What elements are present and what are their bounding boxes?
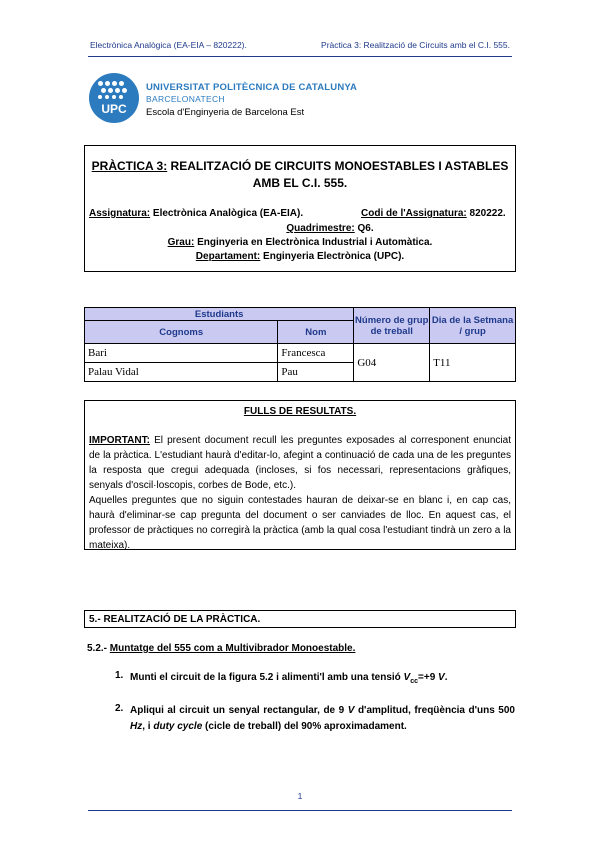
departament-value: Enginyeria Electrònica (UPC).	[260, 251, 405, 262]
results-text	[89, 433, 511, 553]
subsection-number: 5.2.-	[87, 643, 108, 654]
item-number: 1.	[115, 670, 124, 681]
important-label: IMPORTANT:	[89, 435, 150, 446]
results-box	[84, 400, 516, 550]
title-box	[84, 145, 516, 272]
header-right: Pràctica 3: Realització de Circuits amb el C.I. 555.	[321, 40, 510, 50]
grup-cell[interactable]: G04	[354, 344, 430, 382]
section-box	[84, 610, 516, 628]
item-text: Apliqui al circuit un senyal rectangular, de 9 V d'amplitud, freqüència d'uns 500 Hz, i duty cycle (cicle de treball) del 90% aproximadament.	[130, 705, 515, 732]
header-cognoms: Cognoms	[85, 321, 278, 344]
header-grup: Número de grup de treball	[354, 308, 430, 344]
item-text: Munti el circuit de la figura 5.2 i alimenti'l amb una tensió $V_{cc}=+9$ V.	[130, 672, 448, 685]
logo-dots	[98, 81, 130, 99]
quadrimestre-line	[85, 223, 515, 234]
table-row	[85, 344, 516, 363]
header-estudiants: Estudiants	[85, 308, 354, 321]
paragraph-1: El present document recull les preguntes exposades al corresponent enunciat de la pràctica. L'estudiant haurà d'editar-lo, afegint a continuació de cada una de les preguntes la resposta que cregui adequada (incloses, si fos necessari, representacions gràfiques, senyals d'oscil·loscopis, corbes de Bode, etc.).	[89, 435, 511, 491]
school-name: Escola d'Enginyeria de Barcelona Est	[146, 107, 305, 118]
nom-cell[interactable]: Francesca	[278, 344, 354, 363]
cognoms-cell[interactable]: Bari	[85, 344, 278, 363]
codi-value: 820222.	[466, 208, 506, 219]
title-label: PRÀCTICA 3:	[91, 159, 168, 173]
assignatura-value: Electrònica Analògica (EA-EIA).	[150, 208, 304, 219]
header-dia: Dia de la Setmana / grup	[430, 308, 516, 344]
departament-line	[85, 251, 515, 262]
title-text: REALITZACIÓ DE CIRCUITS MONOESTABLES I ASTABLES AMB EL C.I. 555.	[167, 159, 509, 190]
header-nom: Nom	[278, 321, 354, 344]
assignatura-label: Assignatura:	[89, 208, 151, 219]
footer-divider	[88, 810, 512, 811]
practice-title	[89, 158, 511, 192]
students-table	[84, 307, 516, 382]
item-number: 2.	[115, 703, 124, 714]
departament-label: Departament:	[195, 251, 261, 262]
codi-line	[361, 208, 506, 219]
subsection-heading	[87, 643, 355, 654]
quadrimestre-label: Quadrimestre:	[286, 223, 355, 234]
logo-mark-text: UPC	[101, 102, 127, 116]
header-divider	[88, 56, 512, 57]
subsection-title: Muntatge del 555 com a Multivibrador Monoestable.	[109, 643, 356, 654]
nom-cell[interactable]: Pau	[278, 363, 354, 382]
section-title: 5.- REALITZACIÓ DE LA PRÀCTICA.	[89, 614, 261, 625]
header-left: Electrònica Analògica (EA-EIA – 820222).	[90, 40, 247, 50]
results-title: FULLS DE RESULTATS.	[243, 406, 357, 417]
university-subtitle: BARCELONATECH	[146, 94, 225, 104]
quadrimestre-value: Q6.	[354, 223, 374, 234]
cognoms-cell[interactable]: Palau Vidal	[85, 363, 278, 382]
university-name: UNIVERSITAT POLITÈCNICA DE CATALUNYA	[146, 82, 358, 93]
paragraph-2: Aquelles preguntes que no siguin contestades hauran de deixar-se en blanc i, en cap cas, haurà d'eliminar-se cap pregunta del document o ser canviades de lloc. En aquest cas, el professor de pràctiques no corregirà la pràctica (amb la qual cosa l'estudiant tindrà un zero a la mateixa).	[89, 495, 511, 551]
page-number: 1	[297, 791, 303, 801]
upc-logo	[89, 73, 139, 123]
assignatura-line	[89, 208, 303, 219]
grau-line	[85, 237, 515, 248]
grau-value: Enginyeria en Electrònica Industrial i Automàtica.	[194, 237, 433, 248]
codi-label: Codi de l'Assignatura:	[361, 208, 467, 219]
grau-label: Grau:	[167, 237, 195, 248]
dia-cell[interactable]: T11	[430, 344, 516, 382]
